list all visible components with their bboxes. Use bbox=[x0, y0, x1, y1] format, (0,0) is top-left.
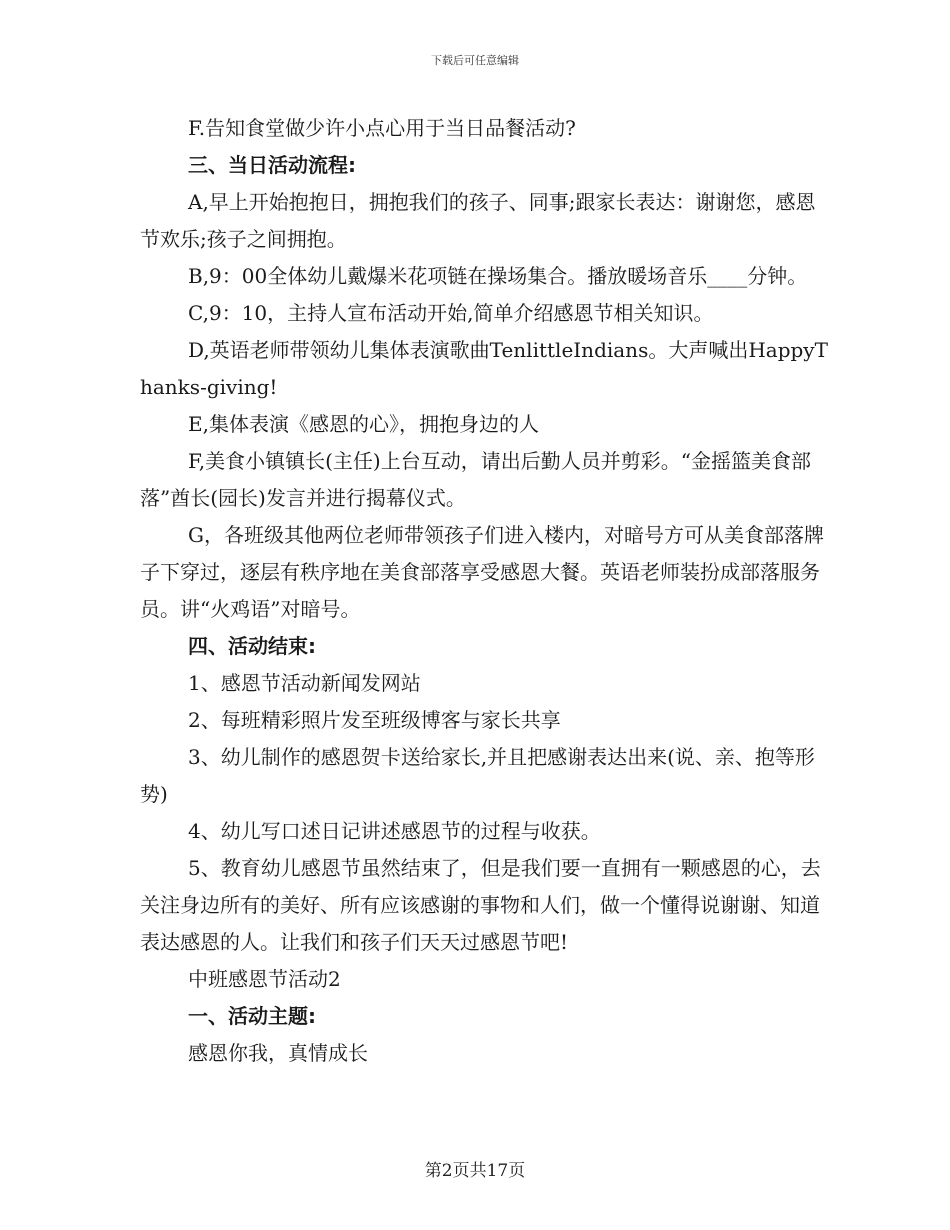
list-item: 5、教育幼儿感恩节虽然结束了，但是我们要一直拥有一颗感恩的心，去关注身边所有的美好、所有应该感谢的事物和人们，做一个懂得说谢谢、知道表达感恩的人。让我们和孩子们天天过感恩节吧! bbox=[140, 856, 821, 954]
paragraph: 感恩你我，真情成长 bbox=[188, 1041, 368, 1065]
paragraph: G，各班级其他两位老师带领孩子们进入楼内，对暗号方可从美食部落牌子下穿过，逐层有秩序地在美食部落享受感恩大餐。英语老师装扮成部落服务员。讲“火鸡语”对暗号。 bbox=[140, 523, 824, 621]
paragraph: C,9：10，主持人宣布活动开始,简单介绍感恩节相关知识。 bbox=[188, 301, 714, 325]
list-item: 2、每班精彩照片发至班级博客与家长共享 bbox=[188, 708, 561, 732]
section-heading: 四、活动结束: bbox=[188, 634, 316, 658]
page-footer: 第2页共17页 bbox=[424, 1161, 526, 1181]
page-header: 下载后可任意编辑 bbox=[431, 54, 519, 67]
section-heading: 三、当日活动流程: bbox=[188, 153, 356, 177]
list-item: 4、幼儿写口述日记讲述感恩节的过程与收获。 bbox=[188, 819, 601, 843]
paragraph: B,9：00全体幼儿戴爆米花项链在操场集合。播放暖场音乐____分钟。 bbox=[188, 264, 808, 288]
paragraph: E,集体表演《感恩的心》，拥抱身边的人 bbox=[188, 412, 539, 436]
paragraph: D,英语老师带领幼儿集体表演歌曲TenlittleIndians。大声喊出HappyThanks-giving! bbox=[140, 338, 828, 399]
paragraph: F.告知食堂做少许小点心用于当日品餐活动? bbox=[188, 116, 576, 140]
document-body bbox=[140, 110, 830, 1072]
section-heading: 一、活动主题: bbox=[188, 1004, 316, 1028]
list-item: 3、幼儿制作的感恩贺卡送给家长,并且把感谢表达出来(说、亲、抱等形势) bbox=[140, 745, 815, 806]
paragraph: F,美食小镇镇长(主任)上台互动，请出后勤人员并剪彩。“金摇篮美食部落”酋长(园长)发言并进行揭幕仪式。 bbox=[140, 449, 811, 510]
subtitle: 中班感恩节活动2 bbox=[188, 967, 341, 991]
paragraph: A,早上开始抱抱日，拥抱我们的孩子、同事;跟家长表达：谢谢您，感恩节欢乐;孩子之间拥抱。 bbox=[140, 190, 816, 251]
list-item: 1、感恩节活动新闻发网站 bbox=[188, 671, 421, 695]
